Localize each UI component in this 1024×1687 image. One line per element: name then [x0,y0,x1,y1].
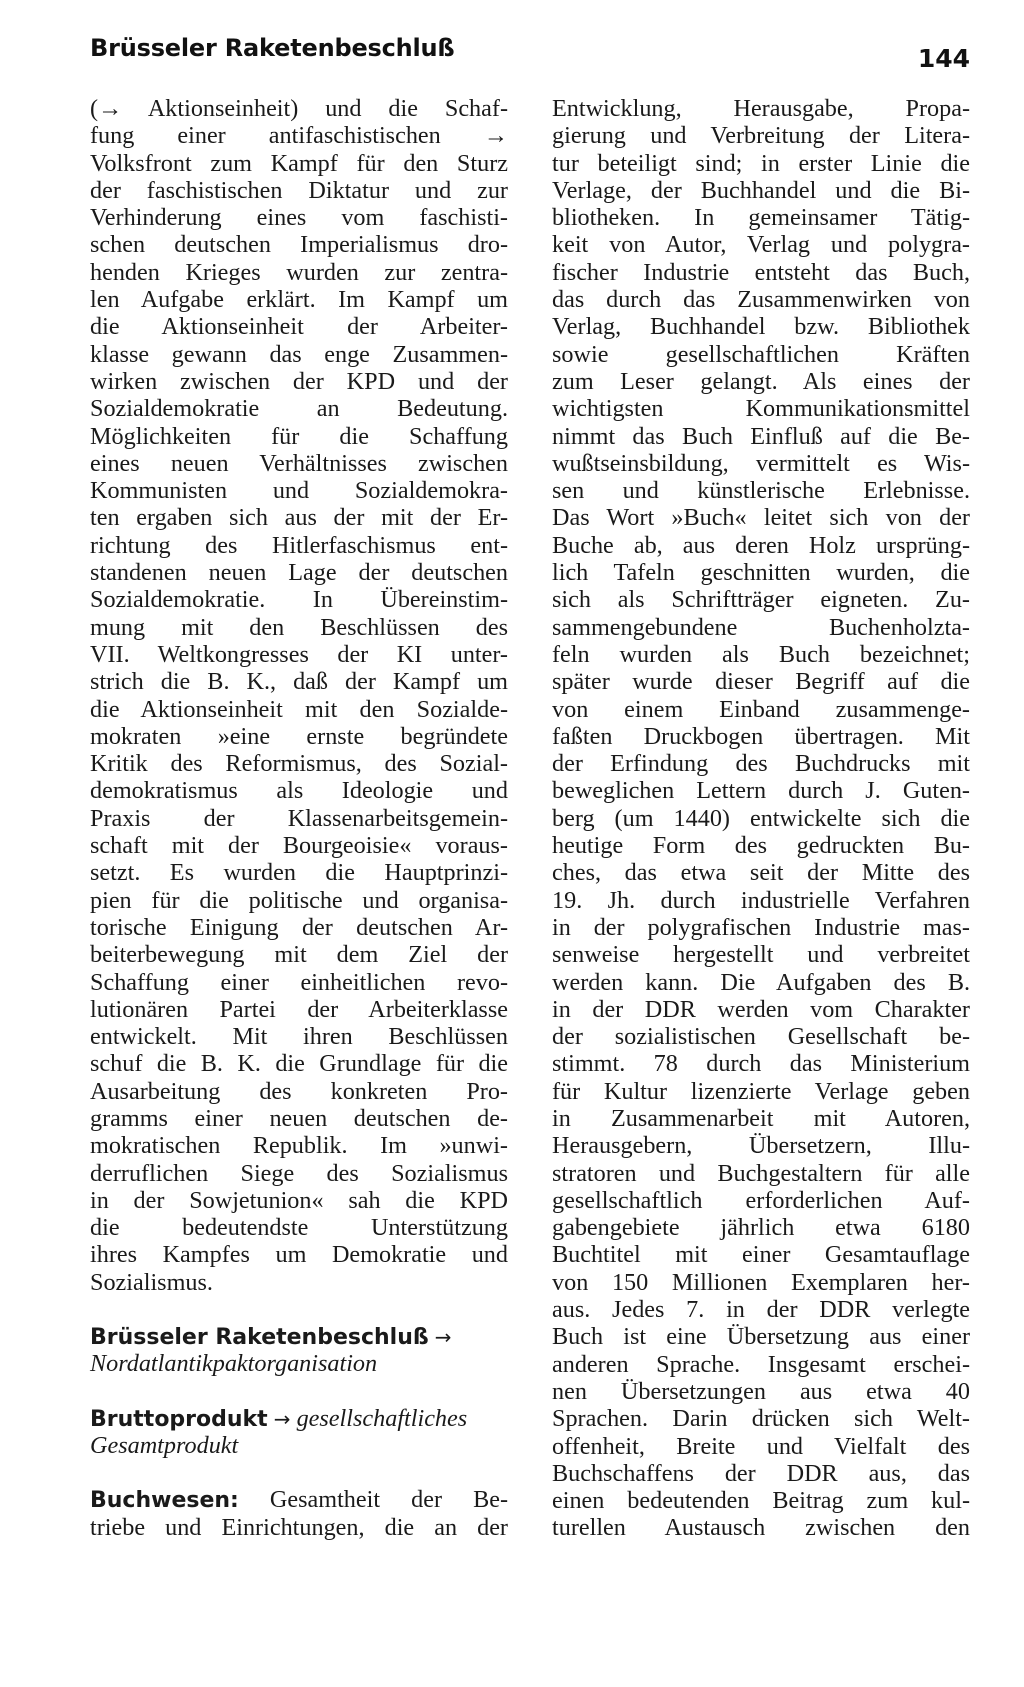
text-line: aus. Jedes 7. in der DDR verlegte [552,1296,970,1324]
text-line: offenheit, Breite und Vielfalt des [552,1432,970,1460]
cross-reference-arrow-icon: → [434,1325,452,1350]
text-line: demokratismus als Ideologie und [90,777,508,805]
text-line: Schaffung einer einheitlichen revo- [90,968,508,996]
text-line: in der Sowjetunion« sah die KPD [90,1186,508,1214]
text-line: von 150 Millionen Exemplaren her- [552,1268,970,1296]
text-line: Verlag, Buchhandel bzw. Bibliothek [552,313,970,341]
text-line: sammengebundene Buchenholzta- [552,613,970,641]
text-line: in der DDR werden vom Charakter [552,995,970,1023]
text-line: len Aufgabe erklärt. Im Kampf um [90,286,508,314]
text-line: fung einer antifaschistischen → [90,122,508,150]
entry-text: triebe und Einrichtungen, die an der [90,1513,508,1541]
text-line: derruflichen Siege des Sozialismus [90,1159,508,1187]
text-line: setzt. Es wurden die Hauptprinzi- [90,859,508,887]
text-line: später wurde dieser Begriff auf die [552,668,970,696]
text-line: Das Wort »Buch« leitet sich von der [552,504,970,532]
right-column [552,95,970,1542]
text-line: entwickelt. Mit ihren Beschlüssen [90,1023,508,1051]
text-line: stratoren und Buchgestaltern für alle [552,1159,970,1187]
text-line: Buchtitel mit einer Gesamtauflage [552,1241,970,1269]
text-line: Kritik des Reformismus, des Sozial- [90,750,508,778]
entry-buchwesen [90,1486,508,1541]
entry-headword: Bruttoprodukt [90,1406,268,1432]
text-line: der faschistischen Diktatur und zur [90,176,508,204]
text-line: wirken zwischen der KPD und der [90,367,508,395]
text-line: 19. Jh. durch industrielle Verfahren [552,886,970,914]
text-line: Möglichkeiten für die Schaffung [90,422,508,450]
text-line: standenen neuen Lage der deutschen [90,559,508,587]
text-line: strich die B. K., daß der Kampf um [90,668,508,696]
text-line: schen deutschen Imperialismus dro- [90,231,508,259]
text-line: Buch ist eine Übersetzung aus einer [552,1323,970,1351]
text-line: Volksfront zum Kampf für den Sturz [90,149,508,177]
text-line: der sozialistischen Gesellschaft be- [552,1023,970,1051]
entry-bruesseler-raketenbeschluss [90,1323,508,1378]
text-line: ten ergaben sich aus der mit der Er- [90,504,508,532]
text-line: von einem Einband zusammenge- [552,695,970,723]
cross-reference-link[interactable]: gesellschaftliches [296,1404,468,1432]
text-line: pien für die politische und organisa- [90,886,508,914]
text-line: eines neuen Verhältnisses zwischen [90,449,508,477]
text-line: richtung des Hitlerfaschismus ent- [90,531,508,559]
text-line: keit von Autor, Verlag und polygra- [552,231,970,259]
text-line: die bedeutendste Unterstützung [90,1214,508,1242]
text-line: werden kann. Die Aufgaben des B. [552,968,970,996]
text-line: Praxis der Klassenarbeitsgemein- [90,804,508,832]
text-line: beweglichen Lettern durch J. Guten- [552,777,970,805]
text-line: sowie gesellschaftlichen Kräften [552,340,970,368]
text-line: sich als Schriftträger eigneten. Zu- [552,586,970,614]
text-line: der Erfindung des Buchdrucks mit [552,750,970,778]
cross-reference-link[interactable]: Nordatlantikpaktorganisation [90,1350,378,1378]
text-line: anderen Sprache. Insgesamt erschei- [552,1350,970,1378]
text-line: nimmt das Buch Einfluß auf die Be- [552,422,970,450]
text-line: das durch das Zusammenwirken von [552,286,970,314]
text-line: berg (um 1440) entwickelte sich die [552,804,970,832]
text-line: ches, das etwa seit der Mitte des [552,859,970,887]
text-line: stimmt. 78 durch das Ministerium [552,1050,970,1078]
text-line: Entwicklung, Herausgabe, Propa- [552,95,970,122]
text-line: Ausarbeitung des konkreten Pro- [90,1077,508,1105]
text-line: klasse gewann das enge Zusammen- [90,340,508,368]
text-line: Sozialdemokratie. In Übereinstim- [90,586,508,614]
text-line: beiterbewegung mit dem Ziel der [90,941,508,969]
left-column-text [90,95,508,1296]
text-line: henden Krieges wurden zur zentra- [90,258,508,286]
cross-reference-arrow-icon: → [273,1406,291,1431]
text-line: gesellschaftlich erforderlichen Auf- [552,1186,970,1214]
running-head: Brüsseler Raketenbeschluß [90,34,455,62]
text-line: Kommunisten und Sozialdemokra- [90,477,508,505]
text-line: heutige Form des gedruckten Bu- [552,832,970,860]
text-line: (→ Aktionseinheit) und die Schaf- [90,95,508,122]
text-line: schuf die B. K. die Grundlage für die [90,1050,508,1078]
text-line: einen bedeutenden Beitrag zum kul- [552,1487,970,1515]
text-line: Verhinderung eines vom faschisti- [90,204,508,232]
cross-reference-link[interactable]: Gesamtprodukt [90,1431,239,1459]
text-line: zum Leser gelangt. Als eines der [552,367,970,395]
text-line: schaft mit der Bourgeoisie« voraus- [90,832,508,860]
text-line: für Kultur lizenzierte Verlage geben [552,1077,970,1105]
text-line: mokraten »eine ernste begründete [90,722,508,750]
text-line: die Aktionseinheit mit den Sozialde- [90,695,508,723]
text-line: VII. Weltkongresses der KI unter- [90,640,508,668]
text-line: faßten Druckbogen übertragen. Mit [552,722,970,750]
left-column [90,95,508,1541]
text-line: in Zusammenarbeit mit Autoren, [552,1104,970,1132]
text-line: die Aktionseinheit der Arbeiter- [90,313,508,341]
page-number: 144 [917,44,970,73]
text-line: in der polygrafischen Industrie mas- [552,913,970,941]
text-line: feln wurden als Buch bezeichnet; [552,640,970,668]
text-line: Buche ab, aus deren Holz ursprüng- [552,531,970,559]
text-line: gierung und Verbreitung der Litera- [552,122,970,150]
text-line: Sozialdemokratie an Bedeutung. [90,395,508,423]
entry-text: Gesamtheit der Be- [269,1486,508,1514]
text-line: mung mit den Beschlüssen des [90,613,508,641]
text-line: Sozialismus. [90,1268,213,1296]
text-line: mokratischen Republik. Im »unwi- [90,1132,508,1160]
text-line: Herausgebern, Übersetzern, Illu- [552,1132,970,1160]
text-line: torische Einigung der deutschen Ar- [90,913,508,941]
text-line: turellen Austausch zwischen den [552,1514,970,1542]
entry-bruttoprodukt [90,1405,508,1460]
text-line: gramms einer neuen deutschen de- [90,1104,508,1132]
text-line: ihres Kampfes um Demokratie und [90,1241,508,1269]
entry-headword: Brüsseler Raketenbeschluß [90,1325,429,1351]
entry-headword: Buchwesen: [90,1488,239,1514]
text-line: lutionären Partei der Arbeiterklasse [90,995,508,1023]
text-line: fischer Industrie entsteht das Buch, [552,258,970,286]
text-line: gabengebiete jährlich etwa 6180 [552,1214,970,1242]
text-line: senweise hergestellt und verbreitet [552,941,970,969]
text-line: wußtseinsbildung, vermittelt es Wis- [552,449,970,477]
text-line: wichtigsten Kommunikationsmittel [552,395,970,423]
text-line: Sprachen. Darin drücken sich Welt- [552,1405,970,1433]
text-line: Verlage, der Buchhandel und die Bi- [552,176,970,204]
text-line: bliotheken. In gemeinsamer Tätig- [552,204,970,232]
text-line: nen Übersetzungen aus etwa 40 [552,1377,970,1405]
text-line: tur beteiligt sind; in erster Linie die [552,149,970,177]
text-line: Buchschaffens der DDR aus, das [552,1459,970,1487]
text-line: lich Tafeln geschnitten wurden, die [552,559,970,587]
text-line: sen und künstlerische Erlebnisse. [552,477,970,505]
page-header [90,34,970,78]
